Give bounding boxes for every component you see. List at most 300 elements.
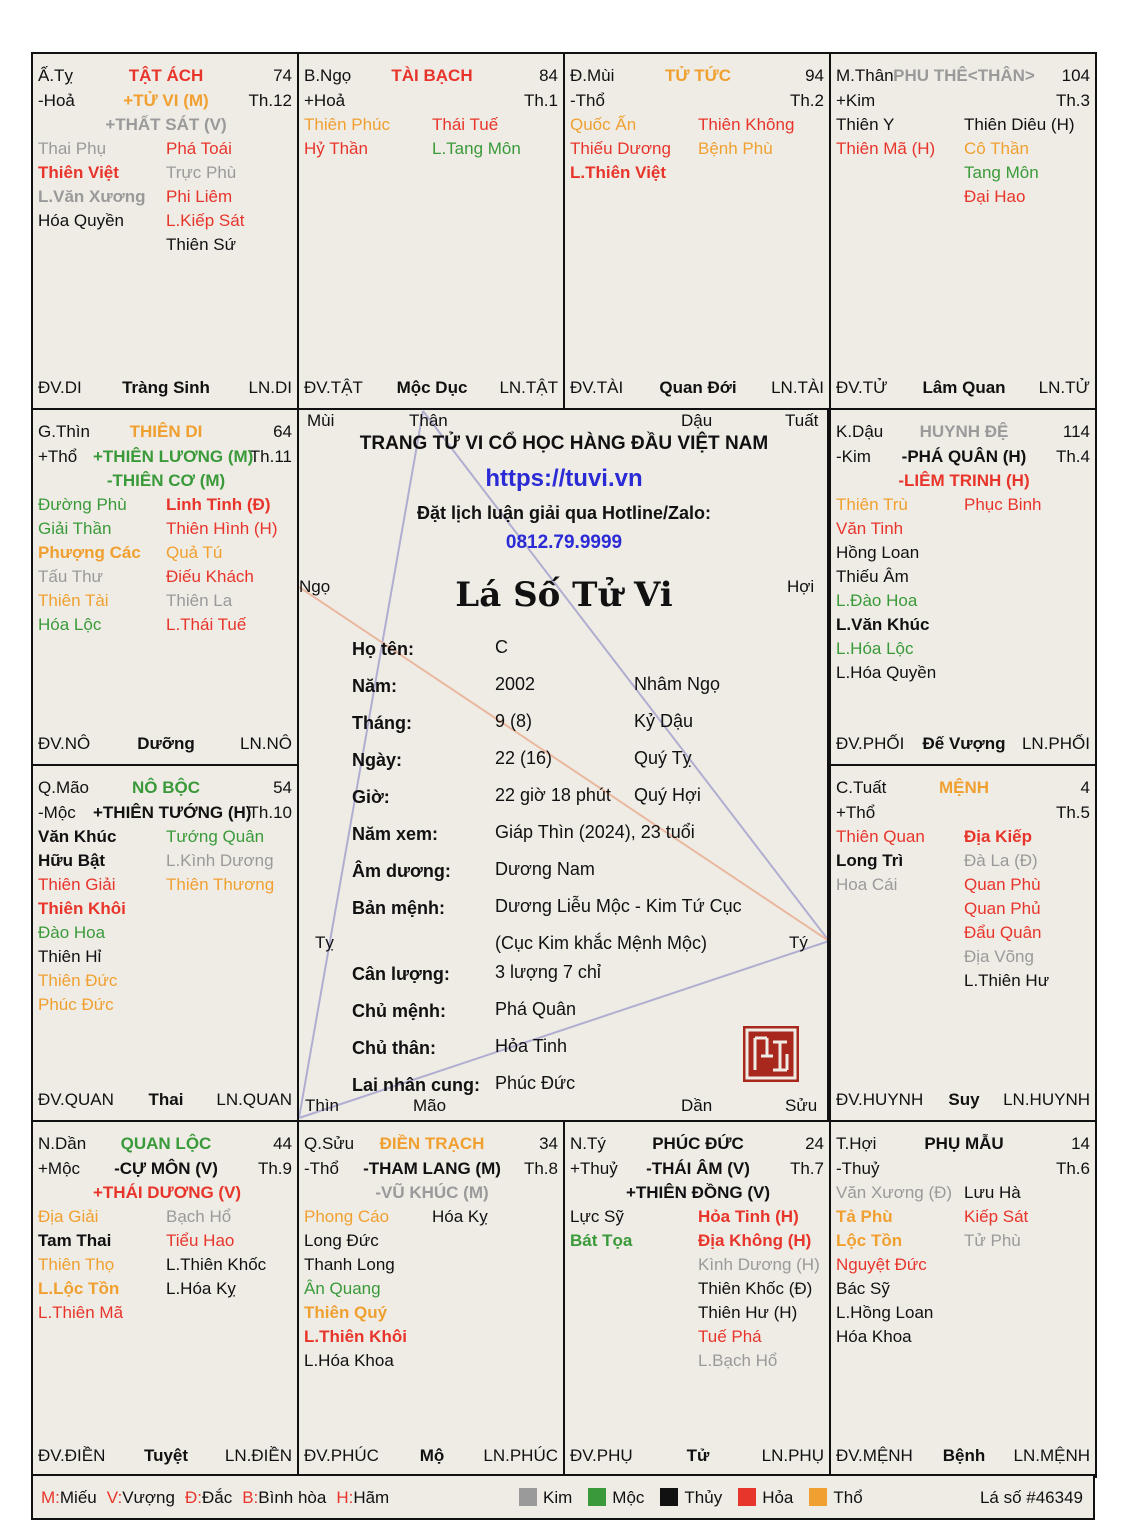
info-label: Tháng: xyxy=(352,713,412,733)
main-star: -PHÁ QUÂN (H) xyxy=(901,447,1027,466)
center-headline: TRANG TỬ VI CỔ HỌC HÀNG ĐẦU VIỆT NAM xyxy=(359,433,769,454)
palace-cell[interactable] xyxy=(31,1120,299,1478)
main-star: -LIÊM TRINH (H) xyxy=(898,471,1030,490)
site-link[interactable]: https://tuvi.vn xyxy=(485,465,643,492)
info-value: 22 giờ 18 phút xyxy=(495,785,611,805)
branch-tuat: Tuất xyxy=(785,411,819,430)
info-extra: Nhâm Ngọ xyxy=(634,674,721,694)
minor-star: L.Thái Tuế xyxy=(166,615,247,634)
minor-star: Hồng Loan xyxy=(836,543,920,562)
minor-star: L.Hóa Khoa xyxy=(304,1351,394,1370)
minor-star: Hóa Khoa xyxy=(836,1327,912,1346)
minor-star: Thiên Sứ xyxy=(166,235,236,254)
palace-month: Th.9 xyxy=(257,1159,292,1178)
minor-star: Phượng Các xyxy=(38,543,141,562)
minor-star: Thiếu Âm xyxy=(836,567,909,586)
minor-star: Linh Tinh (Đ) xyxy=(166,495,271,514)
minor-star: Thiên Việt xyxy=(38,163,119,182)
cell-can-chi: G.Thìn xyxy=(38,422,90,441)
element-swatch xyxy=(809,1488,827,1506)
info-label: Họ tên: xyxy=(352,639,414,659)
footer-mid: Tràng Sinh xyxy=(122,378,210,397)
minor-star: Tướng Quân xyxy=(166,827,265,846)
info-value: 9 (8) xyxy=(495,711,533,731)
footer-left: ĐV.PHỐI xyxy=(836,734,905,753)
minor-star: Đại Hao xyxy=(964,187,1026,206)
legend-abbreviations xyxy=(41,1488,399,1508)
palace-age: 64 xyxy=(273,422,292,441)
minor-star: L.Thiên Mã xyxy=(38,1303,124,1322)
element-name: Thủy xyxy=(684,1488,723,1507)
footer-mid: Mộ xyxy=(419,1446,445,1465)
minor-star: Thiên Diêu (H) xyxy=(964,115,1075,134)
palace-name: THIÊN DI xyxy=(129,422,203,441)
minor-star: Hỏa Tinh (H) xyxy=(698,1207,799,1226)
legend-key: Đ: xyxy=(184,1488,202,1507)
legend-key: H: xyxy=(336,1488,354,1507)
cell-element: +Kim xyxy=(836,91,876,110)
cell-can-chi: Ấ.Tỵ xyxy=(38,66,73,85)
info-row xyxy=(352,676,822,702)
footer-right: LN.TỬ xyxy=(1038,378,1090,397)
cell-element: +Mộc xyxy=(38,1159,81,1178)
legend-element xyxy=(809,1488,862,1507)
cell-can-chi: M.Thân xyxy=(836,66,894,85)
main-star: -CỰ MÔN (V) xyxy=(114,1159,218,1178)
minor-star: Kiếp Sát xyxy=(964,1207,1029,1226)
footer-mid: Đế Vượng xyxy=(922,734,1006,753)
cell-element: -Thổ xyxy=(570,91,605,110)
footer-right: LN.PHỐI xyxy=(1021,734,1090,753)
footer-right: LN.NÔ xyxy=(240,734,292,753)
palace-month: Th.4 xyxy=(1055,447,1090,466)
palace-name: PHU THÊ<THÂN> xyxy=(893,66,1035,85)
minor-star: Tấu Thư xyxy=(38,567,103,586)
legend-value: Đắc xyxy=(201,1488,233,1507)
main-star: -THAM LANG (M) xyxy=(363,1159,501,1178)
minor-star: Đà La (Đ) xyxy=(964,851,1038,870)
minor-star: Thiên Thọ xyxy=(38,1255,115,1274)
palace-name: NÔ BỘC xyxy=(132,778,200,797)
minor-star: Nguyệt Đức xyxy=(836,1255,927,1274)
minor-star: Long Trì xyxy=(836,851,904,870)
minor-star: Thiên La xyxy=(166,591,233,610)
minor-star: Quả Tú xyxy=(166,543,223,562)
info-row xyxy=(352,824,822,850)
info-extra: Quý Tỵ xyxy=(634,748,692,768)
minor-star: L.Văn Xương xyxy=(38,187,146,206)
minor-star: Hóa Quyền xyxy=(38,211,124,230)
cell-can-chi: C.Tuất xyxy=(836,778,887,797)
info-row xyxy=(352,964,822,990)
legend-value: Hãm xyxy=(353,1488,390,1507)
palace-age: 74 xyxy=(273,66,292,85)
branch-hoi: Hợi xyxy=(787,577,815,596)
info-label: Giờ: xyxy=(352,787,390,807)
footer-right: LN.PHỤ xyxy=(761,1446,824,1465)
minor-star: L.Hóa Lộc xyxy=(836,639,914,658)
palace-cell[interactable] xyxy=(297,1120,565,1478)
branch-thin: Thìn xyxy=(305,1096,340,1115)
cell-can-chi: Q.Sửu xyxy=(304,1134,355,1153)
info-value: Hỏa Tinh xyxy=(495,1036,568,1056)
info-row xyxy=(352,935,822,961)
minor-star: Thanh Long xyxy=(304,1255,395,1274)
minor-star: L.Thiên Việt xyxy=(570,163,667,182)
footer-left: ĐV.DI xyxy=(38,378,82,397)
palace-name: PHÚC ĐỨC xyxy=(652,1134,744,1153)
legend-key: V: xyxy=(106,1488,123,1507)
minor-star: Hóa Kỵ xyxy=(432,1207,488,1226)
minor-star: L.Thiên Hư xyxy=(964,971,1050,990)
palace-name: PHỤ MẪU xyxy=(924,1134,1004,1153)
info-value: Giáp Thìn (2024), 23 tuổi xyxy=(495,822,695,842)
minor-star: Thiên Phúc xyxy=(304,115,390,134)
info-row xyxy=(352,898,822,924)
booking-text: Đặt lịch luận giải qua Hotline/Zalo: xyxy=(416,503,712,523)
legend-value: Miếu xyxy=(59,1488,97,1507)
info-value: Phá Quân xyxy=(495,999,577,1019)
legend-element xyxy=(660,1488,722,1507)
palace-cell[interactable] xyxy=(829,408,1097,766)
cell-can-chi: K.Dậu xyxy=(836,422,884,441)
legend-abbr-item xyxy=(185,1488,232,1507)
footer-left: ĐV.ĐIỀN xyxy=(38,1446,106,1465)
legend-abbr-item xyxy=(336,1488,389,1507)
branch-than: Thân xyxy=(409,411,448,430)
footer-mid: Quan Đới xyxy=(659,378,737,397)
footer-mid: Dưỡng xyxy=(137,734,195,753)
legend-key: B: xyxy=(242,1488,259,1507)
minor-star: Thiên Quan xyxy=(836,827,925,846)
legend-abbr-item xyxy=(41,1488,97,1507)
minor-star: Tang Môn xyxy=(964,163,1039,182)
main-star: -THÁI ÂM (V) xyxy=(646,1159,750,1178)
branch-mui: Mùi xyxy=(307,411,335,430)
info-label: Năm xem: xyxy=(352,824,439,844)
seal-stamp-icon xyxy=(743,1026,799,1082)
minor-star: L.Kình Dương xyxy=(166,851,274,870)
footer-right: LN.QUAN xyxy=(216,1090,292,1109)
palace-month: Th.12 xyxy=(248,91,292,110)
minor-star: Văn Xương (Đ) xyxy=(836,1183,953,1202)
minor-star: Quan Phù xyxy=(964,875,1041,894)
legend-value: Vượng xyxy=(122,1488,175,1507)
minor-star: Thiếu Dương xyxy=(570,139,671,158)
horoscope-chart xyxy=(31,52,1095,1465)
palace-age: 114 xyxy=(1062,422,1090,441)
element-swatch xyxy=(660,1488,678,1506)
branch-ty-left: Tỵ xyxy=(315,933,334,952)
legend-elements xyxy=(519,1488,879,1508)
palace-name: ĐIỀN TRẠCH xyxy=(379,1134,485,1153)
minor-star: L.Bạch Hổ xyxy=(698,1351,778,1370)
minor-star: L.Kiếp Sát xyxy=(166,211,245,230)
element-swatch xyxy=(738,1488,756,1506)
palace-name: HUYNH ĐỆ xyxy=(919,422,1009,441)
palace-age: 14 xyxy=(1071,1134,1090,1153)
footer-left: ĐV.TỬ xyxy=(836,378,888,397)
branch-ngo: Ngọ xyxy=(299,577,331,596)
info-extra: Quý Hợi xyxy=(634,785,701,805)
main-star: +TỬ VI (M) xyxy=(123,91,209,110)
minor-star: Trực Phù xyxy=(166,163,237,182)
minor-star: Bác Sỹ xyxy=(836,1279,890,1298)
cell-can-chi: N.Tý xyxy=(570,1134,606,1153)
info-label: Cân lượng: xyxy=(352,964,450,984)
minor-star: Thiên Quý xyxy=(304,1303,388,1322)
cell-can-chi: T.Hợi xyxy=(836,1134,877,1153)
minor-star: Thiên Thương xyxy=(166,875,275,894)
palace-cell[interactable] xyxy=(31,408,299,766)
info-extra: Kỷ Dậu xyxy=(634,711,694,731)
palace-cell[interactable] xyxy=(829,764,1097,1122)
cell-element: -Hoả xyxy=(38,91,75,110)
palace-month: Th.10 xyxy=(248,803,292,822)
footer-left: ĐV.QUAN xyxy=(38,1090,114,1109)
palace-month: Th.7 xyxy=(789,1159,824,1178)
palace-cell[interactable] xyxy=(563,52,831,410)
legend-element xyxy=(588,1488,644,1507)
minor-star: Tả Phù xyxy=(836,1207,893,1226)
info-value: Phúc Đức xyxy=(495,1073,576,1093)
info-label: Chủ mệnh: xyxy=(352,1001,446,1021)
minor-star: Thiên Khôi xyxy=(38,899,126,918)
info-label: Năm: xyxy=(352,676,398,696)
element-name: Hỏa xyxy=(762,1488,794,1507)
minor-star: Hữu Bật xyxy=(38,851,106,870)
info-value: Dương Nam xyxy=(495,859,595,879)
footer-left: ĐV.MỆNH xyxy=(836,1446,913,1465)
element-swatch xyxy=(588,1488,606,1506)
minor-star: L.Hóa Quyền xyxy=(836,663,937,682)
minor-star: Bạch Hổ xyxy=(166,1207,232,1226)
info-label: Ngày: xyxy=(352,750,403,770)
main-star: +THIÊN TƯỚNG (H) xyxy=(93,803,252,822)
minor-star: Tam Thai xyxy=(38,1231,112,1250)
cell-can-chi: Q.Mão xyxy=(38,778,90,797)
palace-month: Th.1 xyxy=(523,91,558,110)
info-row xyxy=(352,639,822,665)
minor-star: Địa Kiếp xyxy=(964,827,1033,846)
info-label: Lai nhân cung: xyxy=(352,1075,480,1095)
palace-month: Th.2 xyxy=(789,91,824,110)
footer-right: LN.ĐIỀN xyxy=(224,1446,292,1465)
branch-dau: Dậu xyxy=(681,411,713,430)
cell-element: +Thổ xyxy=(38,447,78,466)
footer-mid: Bệnh xyxy=(942,1446,986,1465)
footer-right: LN.TÀI xyxy=(771,378,824,397)
info-row xyxy=(352,1001,822,1027)
minor-star: L.Thiên Khốc xyxy=(166,1255,267,1274)
palace-age: 44 xyxy=(273,1134,292,1153)
info-value: (Cục Kim khắc Mệnh Mộc) xyxy=(495,933,708,953)
minor-star: L.Lộc Tồn xyxy=(38,1279,120,1298)
footer-right: LN.DI xyxy=(248,378,292,397)
legend-bar xyxy=(31,1474,1095,1520)
branch-dan: Dần xyxy=(681,1096,713,1115)
footer-left: ĐV.PHÚC xyxy=(304,1446,379,1465)
minor-star: Thiên Đức xyxy=(38,971,118,990)
minor-star: Phúc Đức xyxy=(38,995,114,1014)
minor-star: Tiểu Hao xyxy=(166,1231,235,1250)
footer-left: ĐV.NÔ xyxy=(38,734,91,753)
minor-star: Thiên Giải xyxy=(38,875,116,894)
palace-age: 84 xyxy=(539,66,558,85)
palace-month: Th.11 xyxy=(249,447,292,466)
minor-star: Phong Cáo xyxy=(304,1207,390,1226)
minor-star: Thai Phụ xyxy=(38,139,107,158)
footer-mid: Lâm Quan xyxy=(922,378,1006,397)
minor-star: Điếu Khách xyxy=(166,567,254,586)
palace-cell[interactable] xyxy=(31,52,299,410)
minor-star: Phá Toái xyxy=(166,139,232,158)
element-name: Mộc xyxy=(612,1488,645,1507)
minor-star: Cô Thần xyxy=(964,139,1029,158)
info-value: C xyxy=(495,637,508,657)
palace-age: 24 xyxy=(805,1134,824,1153)
minor-star: Hóa Lộc xyxy=(38,615,102,634)
minor-star: Thiên Không xyxy=(698,115,795,134)
minor-star: Phục Binh xyxy=(964,495,1042,514)
cell-element: -Kim xyxy=(836,447,871,466)
main-star: -THIÊN CƠ (M) xyxy=(106,471,226,490)
branch-ty-right: Tý xyxy=(789,933,808,952)
branch-suu: Sửu xyxy=(785,1096,818,1115)
palace-age: 34 xyxy=(539,1134,558,1153)
cell-can-chi: B.Ngọ xyxy=(304,66,352,85)
cell-element: -Thổ xyxy=(304,1159,339,1178)
palace-name: QUAN LỘC xyxy=(120,1134,212,1153)
palace-cell[interactable] xyxy=(563,1120,831,1478)
branch-mao: Mão xyxy=(413,1096,447,1115)
footer-left: ĐV.HUYNH xyxy=(836,1090,924,1109)
footer-mid: Tuyệt xyxy=(143,1446,189,1465)
main-star: +THIÊN LƯƠNG (M) xyxy=(93,447,254,466)
cell-element: +Thổ xyxy=(836,803,876,822)
minor-star: Lực Sỹ xyxy=(570,1207,624,1226)
minor-star: L.Tang Môn xyxy=(432,139,521,158)
palace-age: 94 xyxy=(805,66,824,85)
minor-star: Thiên Hình (H) xyxy=(166,519,278,538)
minor-star: Thiên Hỉ xyxy=(38,947,102,966)
footer-mid: Mộc Dục xyxy=(396,378,468,397)
legend-element xyxy=(519,1488,572,1507)
footer-right: LN.TẬT xyxy=(499,378,558,397)
cell-element: +Hoả xyxy=(304,91,346,110)
minor-star: Thiên Khốc (Đ) xyxy=(698,1279,813,1298)
footer-left: ĐV.PHỤ xyxy=(570,1446,633,1465)
minor-star: Hoa Cái xyxy=(836,875,898,894)
palace-month: Th.8 xyxy=(523,1159,558,1178)
hotline-phone[interactable]: 0812.79.9999 xyxy=(505,532,623,553)
palace-age: 104 xyxy=(1061,66,1090,85)
minor-star: Quốc Ấn xyxy=(570,115,637,134)
palace-name: TÀI BẠCH xyxy=(391,66,473,85)
footer-mid: Suy xyxy=(948,1090,980,1109)
info-row xyxy=(352,750,822,776)
footer-mid: Thai xyxy=(148,1090,184,1109)
footer-left: ĐV.TÀI xyxy=(570,378,624,397)
element-name: Kim xyxy=(543,1488,573,1507)
palace-name: MỆNH xyxy=(938,778,990,797)
main-star: +THIÊN ĐỒNG (V) xyxy=(625,1183,771,1202)
legend-abbr-item xyxy=(107,1488,175,1507)
palace-cell[interactable] xyxy=(829,52,1097,410)
palace-month: Th.5 xyxy=(1055,803,1090,822)
info-label: Âm dương: xyxy=(352,861,451,881)
minor-star: Tử Phù xyxy=(964,1231,1021,1250)
minor-star: Tuế Phá xyxy=(698,1327,762,1346)
legend-value: Bình hòa xyxy=(258,1488,327,1507)
palace-cell[interactable] xyxy=(829,1120,1097,1478)
footer-right: LN.MỆNH xyxy=(1013,1446,1090,1465)
footer-mid: Tử xyxy=(686,1446,710,1465)
minor-star: Long Đức xyxy=(304,1231,379,1250)
main-star: +THÁI DƯƠNG (V) xyxy=(93,1183,242,1202)
info-value: 22 (16) xyxy=(495,748,553,768)
palace-age: 54 xyxy=(273,778,292,797)
minor-star: L.Văn Khúc xyxy=(836,615,930,634)
palace-name: TỬ TỨC xyxy=(665,66,731,85)
minor-star: Quan Phủ xyxy=(964,899,1041,918)
palace-name: TẬT ÁCH xyxy=(128,66,204,85)
palace-month: Th.6 xyxy=(1055,1159,1090,1178)
cell-element: -Thuỷ xyxy=(836,1159,880,1178)
minor-star: Giải Thần xyxy=(38,519,112,538)
footer-left: ĐV.TẬT xyxy=(304,378,363,397)
minor-star: Ân Quang xyxy=(304,1279,381,1298)
minor-star: Thái Tuế xyxy=(432,115,499,134)
legend-abbr-item xyxy=(242,1488,326,1507)
main-star: +THẤT SÁT (V) xyxy=(105,115,227,134)
minor-star: L.Đào Hoa xyxy=(836,591,918,610)
minor-star: Thiên Hư (H) xyxy=(698,1303,798,1322)
chart-title: Lá Số Tử Vi xyxy=(455,575,673,615)
legend-element xyxy=(738,1488,793,1507)
info-row xyxy=(352,713,822,739)
info-row xyxy=(352,861,822,887)
footer-right: LN.PHÚC xyxy=(483,1446,558,1465)
minor-star: Hỷ Thần xyxy=(304,139,368,158)
info-row xyxy=(352,787,822,813)
palace-month: Th.3 xyxy=(1055,91,1090,110)
element-name: Thổ xyxy=(833,1488,863,1507)
minor-star: L.Hồng Loan xyxy=(836,1303,934,1322)
minor-star: Bát Tọa xyxy=(570,1231,633,1250)
main-star: -VŨ KHÚC (M) xyxy=(375,1183,489,1202)
minor-star: Đường Phù xyxy=(38,495,127,514)
minor-star: Bệnh Phù xyxy=(698,139,773,158)
footer-right: LN.HUYNH xyxy=(1003,1090,1090,1109)
palace-cell[interactable] xyxy=(297,52,565,410)
minor-star: Văn Tinh xyxy=(836,519,904,538)
minor-star: Lưu Hà xyxy=(964,1183,1021,1202)
info-label: Chủ thân: xyxy=(352,1038,436,1058)
element-swatch xyxy=(519,1488,537,1506)
palace-age: 4 xyxy=(1080,778,1090,797)
minor-star: L.Hóa Kỵ xyxy=(166,1279,236,1298)
legend-key: M: xyxy=(41,1488,60,1507)
minor-star: Đào Hoa xyxy=(38,923,106,942)
minor-star: L.Thiên Khôi xyxy=(304,1327,407,1346)
palace-cell[interactable] xyxy=(31,764,299,1122)
info-value: 3 lượng 7 chỉ xyxy=(495,962,601,982)
chart-number: Lá số #46349 xyxy=(979,1488,1083,1507)
center-panel xyxy=(295,407,829,1120)
cell-element: +Thuỷ xyxy=(570,1159,618,1178)
minor-star: Địa Giải xyxy=(38,1207,99,1226)
